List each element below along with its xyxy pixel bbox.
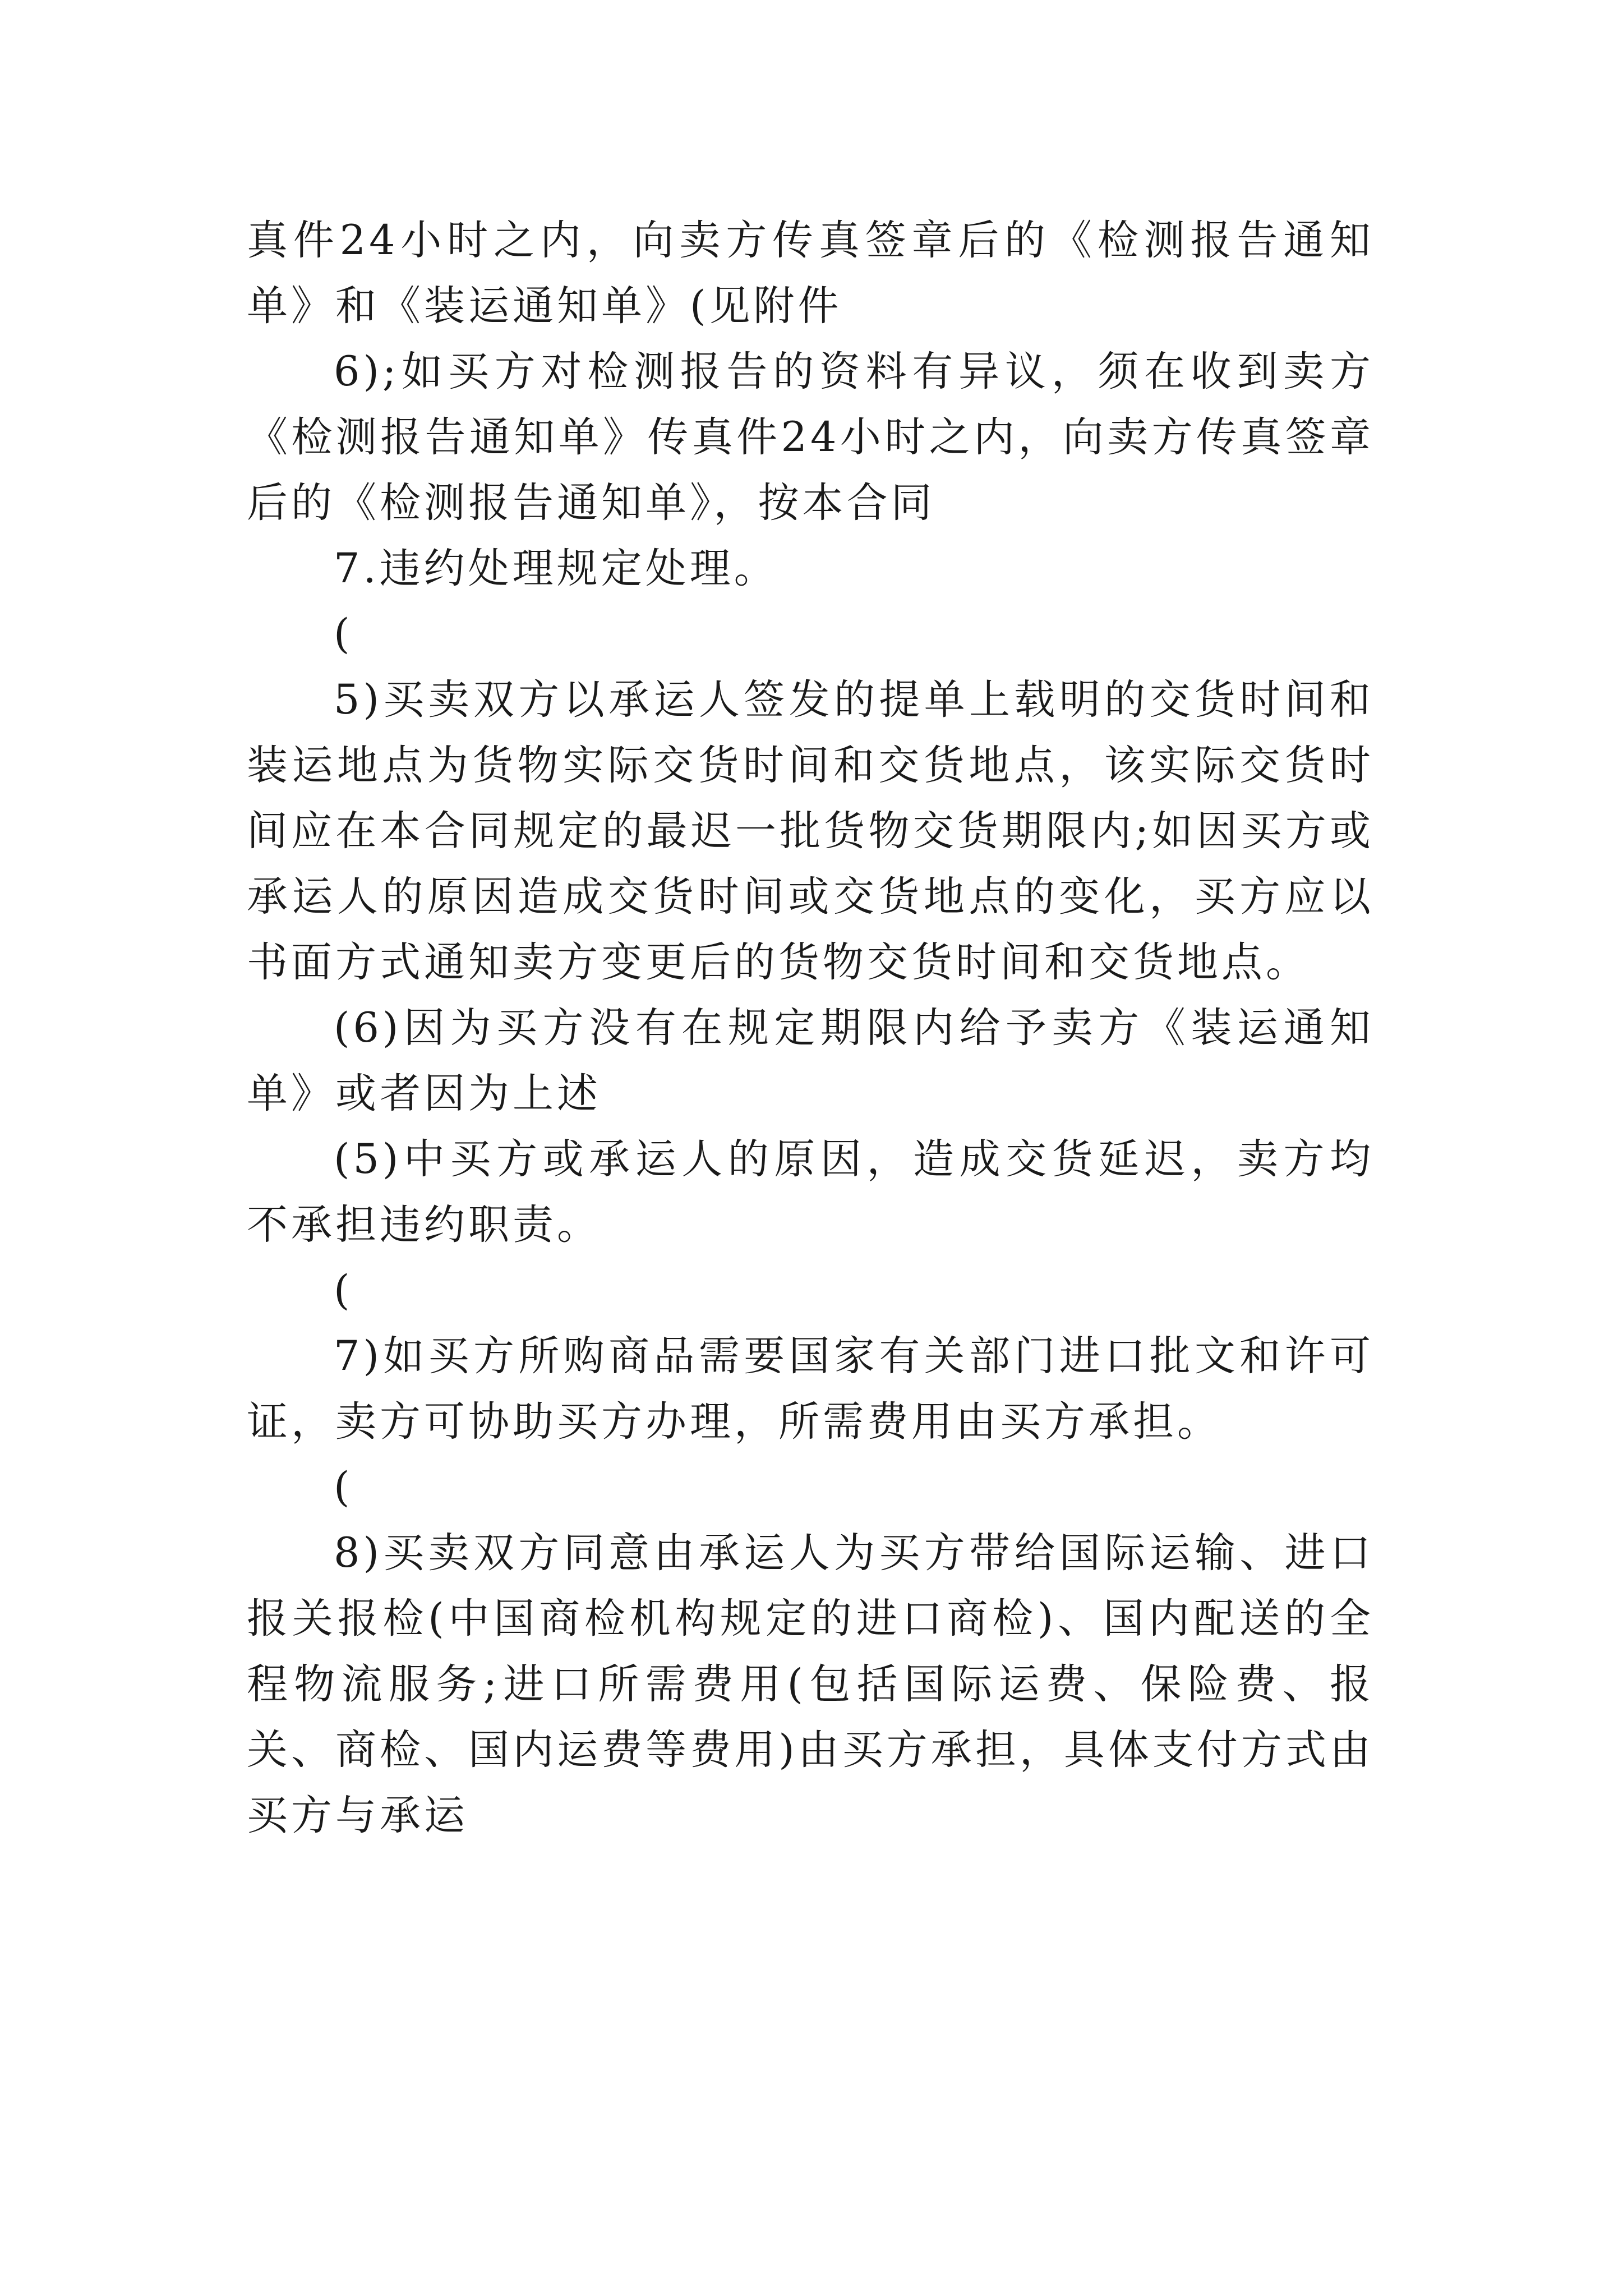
paragraph-5: 5)买卖双方以承运人签发的提单上载明的交货时间和装运地点为货物实际交货时间和交货地点，该实际交货时间应在本合同规定的最迟一批货物交货期限内;如因买方或承运人的原因造成交货时间或交货地点的变化，买方应以书面方式通知卖方变更后的货物交货时间和交货地点。 [247, 676, 1374, 986]
paragraph-10: ( [334, 1464, 353, 1511]
paragraph-9: 7)如买方所购商品需要国家有关部门进口批文和许可证，卖方可协助买方办理，所需费用由买方承担。 [247, 1332, 1374, 1446]
paragraph-1: 真件24小时之内，向卖方传真签章后的《检测报告通知单》和《装运通知单》(见附件 [247, 217, 1374, 330]
paragraph-4: ( [334, 610, 353, 658]
paragraph-8: ( [334, 1267, 353, 1314]
paragraph-11: 8)买卖双方同意由承运人为买方带给国际运输、进口报关报检(中国商检机构规定的进口商检)、国内配送的全程物流服务;进口所需费用(包括国际运费、保险费、报关、商检、国内运费等费用)由买方承担，具体支付方式由买方与承运 [247, 1529, 1374, 1839]
paragraph-6: (6)因为买方没有在规定期限内给予卖方《装运通知单》或者因为上述 [247, 1004, 1374, 1117]
paragraph-7: (5)中买方或承运人的原因，造成交货延迟，卖方均不承担违约职责。 [247, 1135, 1374, 1249]
paragraph-2: 6);如买方对检测报告的资料有异议，须在收到卖方《检测报告通知单》传真件24小时之内，向卖方传真签章后的《检测报告通知单》，按本合同 [247, 348, 1374, 527]
document-body [247, 208, 1374, 1848]
paragraph-3: 7.违约处理规定处理。 [334, 545, 778, 592]
